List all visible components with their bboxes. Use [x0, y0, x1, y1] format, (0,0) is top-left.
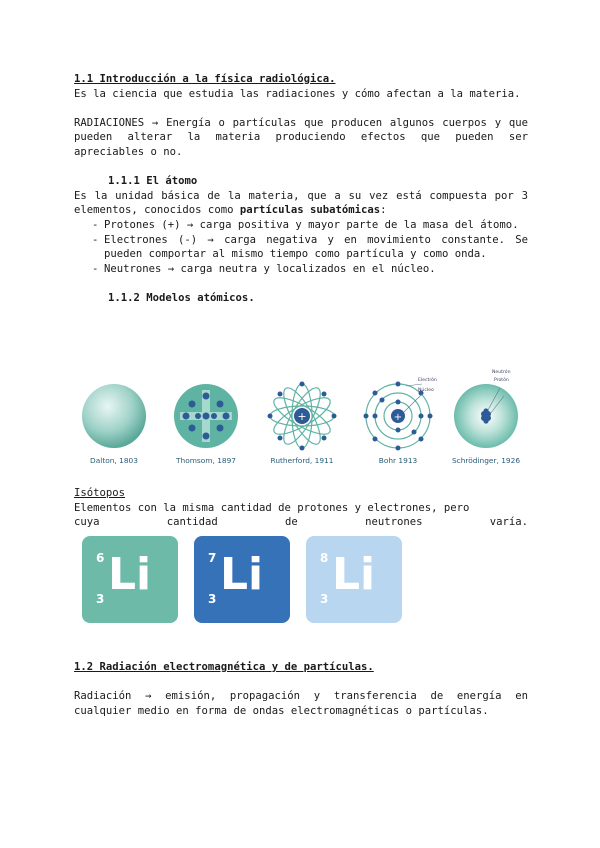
atomic-number: 3	[208, 592, 217, 606]
mass-number: 8	[320, 551, 329, 565]
isotopes-definition-line-1: Elementos con la misma cantidad de protones y electrones, pero	[74, 501, 470, 514]
radiaciones-definition: RADIACIONES → Energía o partículas que producen algunos cuerpos y que pueden alterar la materia produciendo efectos que pueden ser apreciables o no.	[74, 116, 528, 158]
element-symbol: Li	[108, 549, 152, 600]
section-1-title: 1.1 Introducción a la física radiológica.	[74, 73, 336, 85]
element-symbol: Li	[332, 549, 376, 600]
mass-number: 6	[96, 551, 105, 565]
subatomic-particles-term: partículas subatómicas	[239, 204, 381, 217]
neutron-label: Neutrón	[492, 370, 511, 375]
proton-label: Protón	[494, 378, 509, 383]
svg-text:+: +	[297, 410, 307, 423]
section-1-intro: Es la ciencia que estudia las radiaciones y cómo afectan a la materia.	[74, 87, 521, 100]
rutherford-orbit-icon	[266, 380, 338, 452]
model-caption: Schrödinger, 1926	[451, 456, 521, 465]
section-2-title: 1.2 Radiación electromagnética y de partículas.	[74, 661, 374, 673]
atomic-number: 3	[320, 592, 329, 606]
element-symbol: Li	[220, 549, 264, 600]
particle-list	[74, 218, 528, 276]
nucleus-label: Núcleo	[418, 388, 434, 393]
model-caption: Dalton, 1803	[90, 456, 138, 465]
list-item: - Protones (+) → carga positiva y mayor parte de la masa del átomo.	[74, 218, 528, 233]
list-item: - Electrones (-) → carga negativa y en movimiento constante. Se pueden comportar al mismo tiempo como partícula y como onda.	[74, 233, 528, 262]
lithium-8-card	[306, 536, 402, 623]
lithium-7-card	[194, 536, 290, 623]
schrodinger-model	[444, 370, 528, 465]
models-title: 1.1.2 Modelos atómicos.	[108, 291, 255, 304]
atomic-models-figure	[72, 370, 532, 476]
isotopes-title: Isótopos	[74, 487, 126, 499]
svg-text:+: +	[393, 412, 403, 423]
document-body	[74, 72, 528, 306]
mass-number: 7	[208, 551, 217, 565]
electron-label: Electrón	[418, 378, 437, 383]
isotopes-definition-line-2: cuya cantidad de neutrones varía.	[74, 516, 528, 529]
radiacion-definition: Radiación → emisión, propagación y transferencia de energía en cualquier medio en forma de ondas electromagnéticas o partículas.	[74, 690, 528, 717]
bohr-model	[356, 380, 440, 465]
model-caption: Bohr 1913	[378, 456, 418, 465]
model-caption: Rutherford, 1911	[270, 456, 334, 465]
thomson-model	[164, 380, 248, 465]
thomson-plum-pudding-icon	[170, 380, 242, 452]
atom-title: 1.1.1 El átomo	[108, 175, 198, 188]
model-caption: Thomsom, 1897	[176, 456, 236, 465]
atom-definition: Es la unidad básica de la materia, que a su vez está compuesta por 3 elementos, conocidos como partículas subatómicas:	[74, 189, 528, 217]
isotopes-section	[74, 486, 528, 530]
dalton-model	[72, 380, 156, 465]
atomic-number: 3	[96, 592, 105, 606]
list-item: - Neutrones → carga neutra y localizados en el núcleo.	[74, 262, 528, 277]
dalton-sphere-icon	[78, 380, 150, 452]
schrodinger-cloud-icon	[450, 380, 522, 452]
lithium-6-card	[82, 536, 178, 623]
section-2	[74, 660, 528, 718]
rutherford-model	[260, 380, 344, 465]
